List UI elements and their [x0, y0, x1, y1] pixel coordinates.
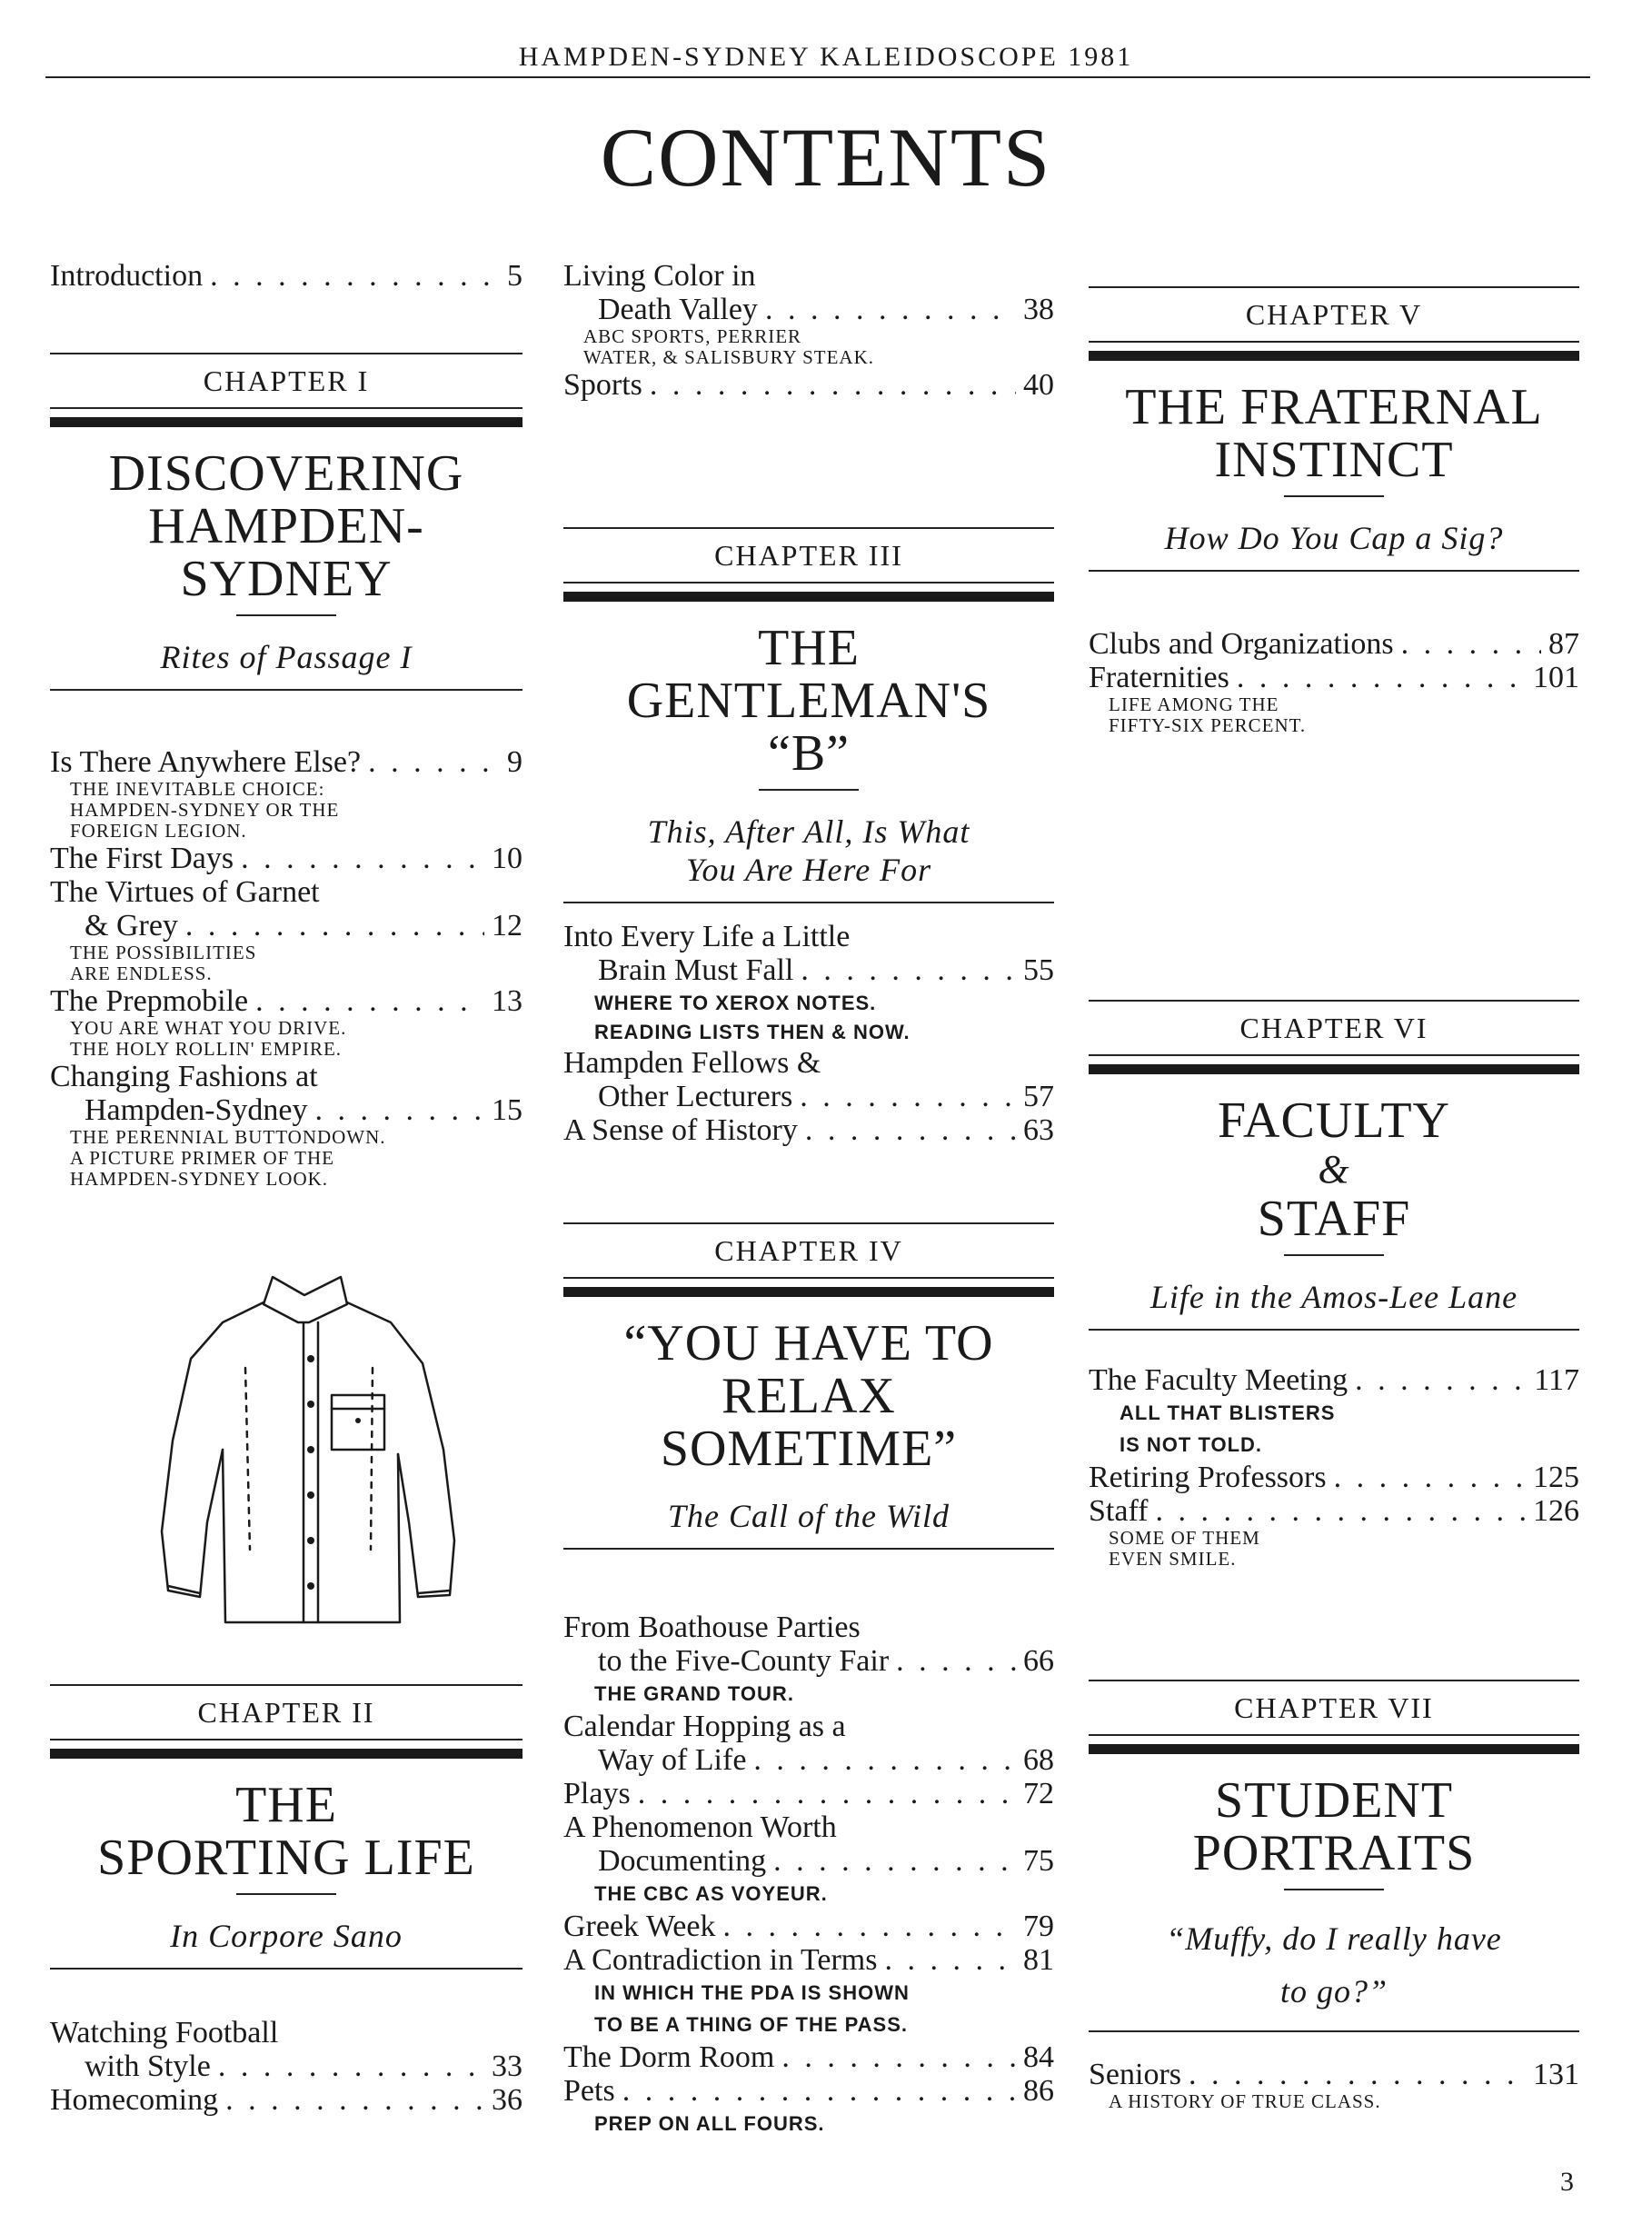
toc-entry[interactable]: A Sense of History . . . 63: [563, 1113, 1054, 1147]
toc-entry[interactable]: The Dorm Room . . . 84: [563, 2040, 1054, 2074]
chapter-2-entries: Watching Football with Style . . . 33 Homecoming . . . 36: [50, 2016, 522, 2117]
chapter-5-entries: Clubs and Organizations . . . 87 Fraternities . . . 101 LIFE AMONG THE FIFTY-SIX PERCENT.: [1089, 627, 1579, 736]
chapter-4-block: [563, 1222, 1054, 1550]
toc-entry[interactable]: The Faculty Meeting . . . 117: [1089, 1363, 1579, 1397]
chapter-label: CHAPTER VI: [1239, 1012, 1428, 1044]
chapter-1-entries: Is There Anywhere Else? . . . 9 THE INEVITABLE CHOICE: HAMPDEN-SYDNEY OR THE FOREIGN LEGION. The First Days . . . 10 The Virtues of Garnet & Grey . . . 12 THE POSSIBILITIES ARE ENDLESS. The Prepmobile . . . 13 YOU ARE WHAT YOU DRIVE. THE HOLY ROLLIN' EMPIRE. Changing Fashions at Hampden-Sydney . . . 15 THE PERENNIAL BUTTONDOWN. A PICTURE PRIMER OF THE HAMPDEN-SYDNEY LOOK.: [50, 745, 522, 1190]
toc-entry[interactable]: The First Days . . . 10: [50, 842, 522, 875]
toc-entry[interactable]: Plays . . . 72: [563, 1777, 1054, 1810]
toc-entry[interactable]: Greek Week . . . 79: [563, 1910, 1054, 1943]
toc-entry[interactable]: Is There Anywhere Else? . . . 9: [50, 745, 522, 779]
chapter-label: CHAPTER IV: [714, 1234, 903, 1267]
header-rule: [45, 76, 1590, 78]
chapter-4-entries: From Boathouse Parties to the Five-County Fair . . . 66 THE GRAND TOUR. Calendar Hopping as a Way of Life . . . 68 Plays . . . 72 A Phenomenon Worth Documenting . . . 75 THE CBC AS VOYEUR. Greek Week . . . 79 A Contradiction in Terms . . . 81 IN WHICH THE PDA IS SHOWN TO BE A THING OF THE PASS. The Dorm Room . . . 84 Pets . . . 86 PREP ON ALL FOURS.: [563, 1611, 1054, 2139]
chapter-3-entries: Into Every Life a Little Brain Must Fall . . . 55 WHERE TO XEROX NOTES. READING LISTS THEN & NOW. Hampden Fellows & Other Lecturers . . . 57 A Sense of History . . . 63: [563, 920, 1054, 1147]
chapter-1-block: [50, 353, 522, 691]
toc-entry[interactable]: Brain Must Fall . . . 55: [563, 953, 1054, 987]
page-number: 3: [1560, 2167, 1574, 2197]
chapter-motto: “Muffy, do I really have to go?”: [1166, 1920, 1502, 2010]
chapter-6-block: [1089, 1000, 1579, 1331]
column-1: [50, 259, 522, 293]
chapter-motto: How Do You Cap a Sig?: [1164, 520, 1504, 556]
toc-entry[interactable]: to the Five-County Fair . . . 66: [563, 1644, 1054, 1678]
chapter-heading: THE SPORTING LIFE: [97, 1777, 475, 1886]
toc-entry[interactable]: Staff . . . 126: [1089, 1494, 1579, 1528]
chapter-label: CHAPTER II: [197, 1696, 375, 1729]
toc-entry[interactable]: Death Valley . . . 38: [563, 293, 1054, 326]
toc-entry[interactable]: & Grey . . . 12: [50, 909, 522, 942]
toc-entry[interactable]: Clubs and Organizations . . . 87: [1089, 627, 1579, 661]
chapter-3-block: [563, 527, 1054, 903]
chapter-label: CHAPTER V: [1245, 298, 1423, 331]
chapter-7-entries: Seniors . . . 131 A HISTORY OF TRUE CLASS.: [1089, 2058, 1579, 2112]
toc-entry[interactable]: Pets . . . 86: [563, 2074, 1054, 2108]
toc-entry[interactable]: Hampden-Sydney . . . 15: [50, 1093, 522, 1127]
running-title: HAMPDEN-SYDNEY KALEIDOSCOPE 1981: [518, 42, 1134, 72]
page-title: CONTENTS: [600, 111, 1052, 204]
toc-entry[interactable]: A Contradiction in Terms . . . 81: [563, 1943, 1054, 1977]
chapter-7-block: [1089, 1680, 1579, 2032]
chapter-motto: Rites of Passage I: [160, 639, 413, 675]
chapter-5-block: [1089, 286, 1579, 572]
chapter-label: CHAPTER VII: [1234, 1691, 1434, 1724]
toc-entry[interactable]: Homecoming . . . 36: [50, 2083, 522, 2117]
toc-entry[interactable]: Way of Life . . . 68: [563, 1743, 1054, 1777]
chapter-motto: The Call of the Wild: [667, 1498, 950, 1534]
toc-entry-introduction[interactable]: Introduction . . . 5: [50, 259, 522, 293]
toc-entry[interactable]: Retiring Professors . . . 125: [1089, 1461, 1579, 1494]
chapter-2-block: [50, 1684, 522, 1970]
chapter-heading: THE FRATERNAL INSTINCT: [1125, 379, 1543, 488]
chapter-motto: In Corpore Sano: [170, 1918, 403, 1954]
toc-entry[interactable]: Documenting . . . 75: [563, 1844, 1054, 1878]
toc-entry[interactable]: Other Lecturers . . . 57: [563, 1080, 1054, 1113]
chapter-heading: “YOU HAVE TO RELAX SOMETIME”: [623, 1315, 994, 1477]
column-2-top: Living Color in Death Valley . . . 38 ABC SPORTS, PERRIER WATER, & SALISBURY STEAK. Sports . . . 40: [563, 259, 1054, 402]
chapter-6-entries: The Faculty Meeting . . . 117 ALL THAT BLISTERS IS NOT TOLD. Retiring Professors . . . 125 Staff . . . 126 SOME OF THEM EVEN SMILE.: [1089, 1363, 1579, 1570]
toc-entry[interactable]: Fraternities . . . 101: [1089, 661, 1579, 694]
chapter-motto: Life in the Amos-Lee Lane: [1149, 1279, 1518, 1315]
chapter-label: CHAPTER I: [203, 364, 370, 397]
toc-entry[interactable]: Sports . . . 40: [563, 368, 1054, 402]
chapter-heading: FACULTY & STAFF: [1218, 1092, 1450, 1247]
chapter-label: CHAPTER III: [714, 539, 903, 572]
chapter-heading: DISCOVERING HAMPDEN- SYDNEY: [108, 445, 464, 607]
chapter-motto: This, After All, Is What You Are Here For: [647, 813, 970, 888]
toc-entry[interactable]: with Style . . . 33: [50, 2049, 522, 2083]
toc-entry[interactable]: The Prepmobile . . . 13: [50, 984, 522, 1018]
chapter-heading: STUDENT PORTRAITS: [1192, 1772, 1476, 1881]
toc-entry[interactable]: Seniors . . . 131: [1089, 2058, 1579, 2091]
shirt-illustration: [136, 1259, 482, 1641]
chapter-heading: THE GENTLEMAN'S “B”: [626, 620, 991, 782]
